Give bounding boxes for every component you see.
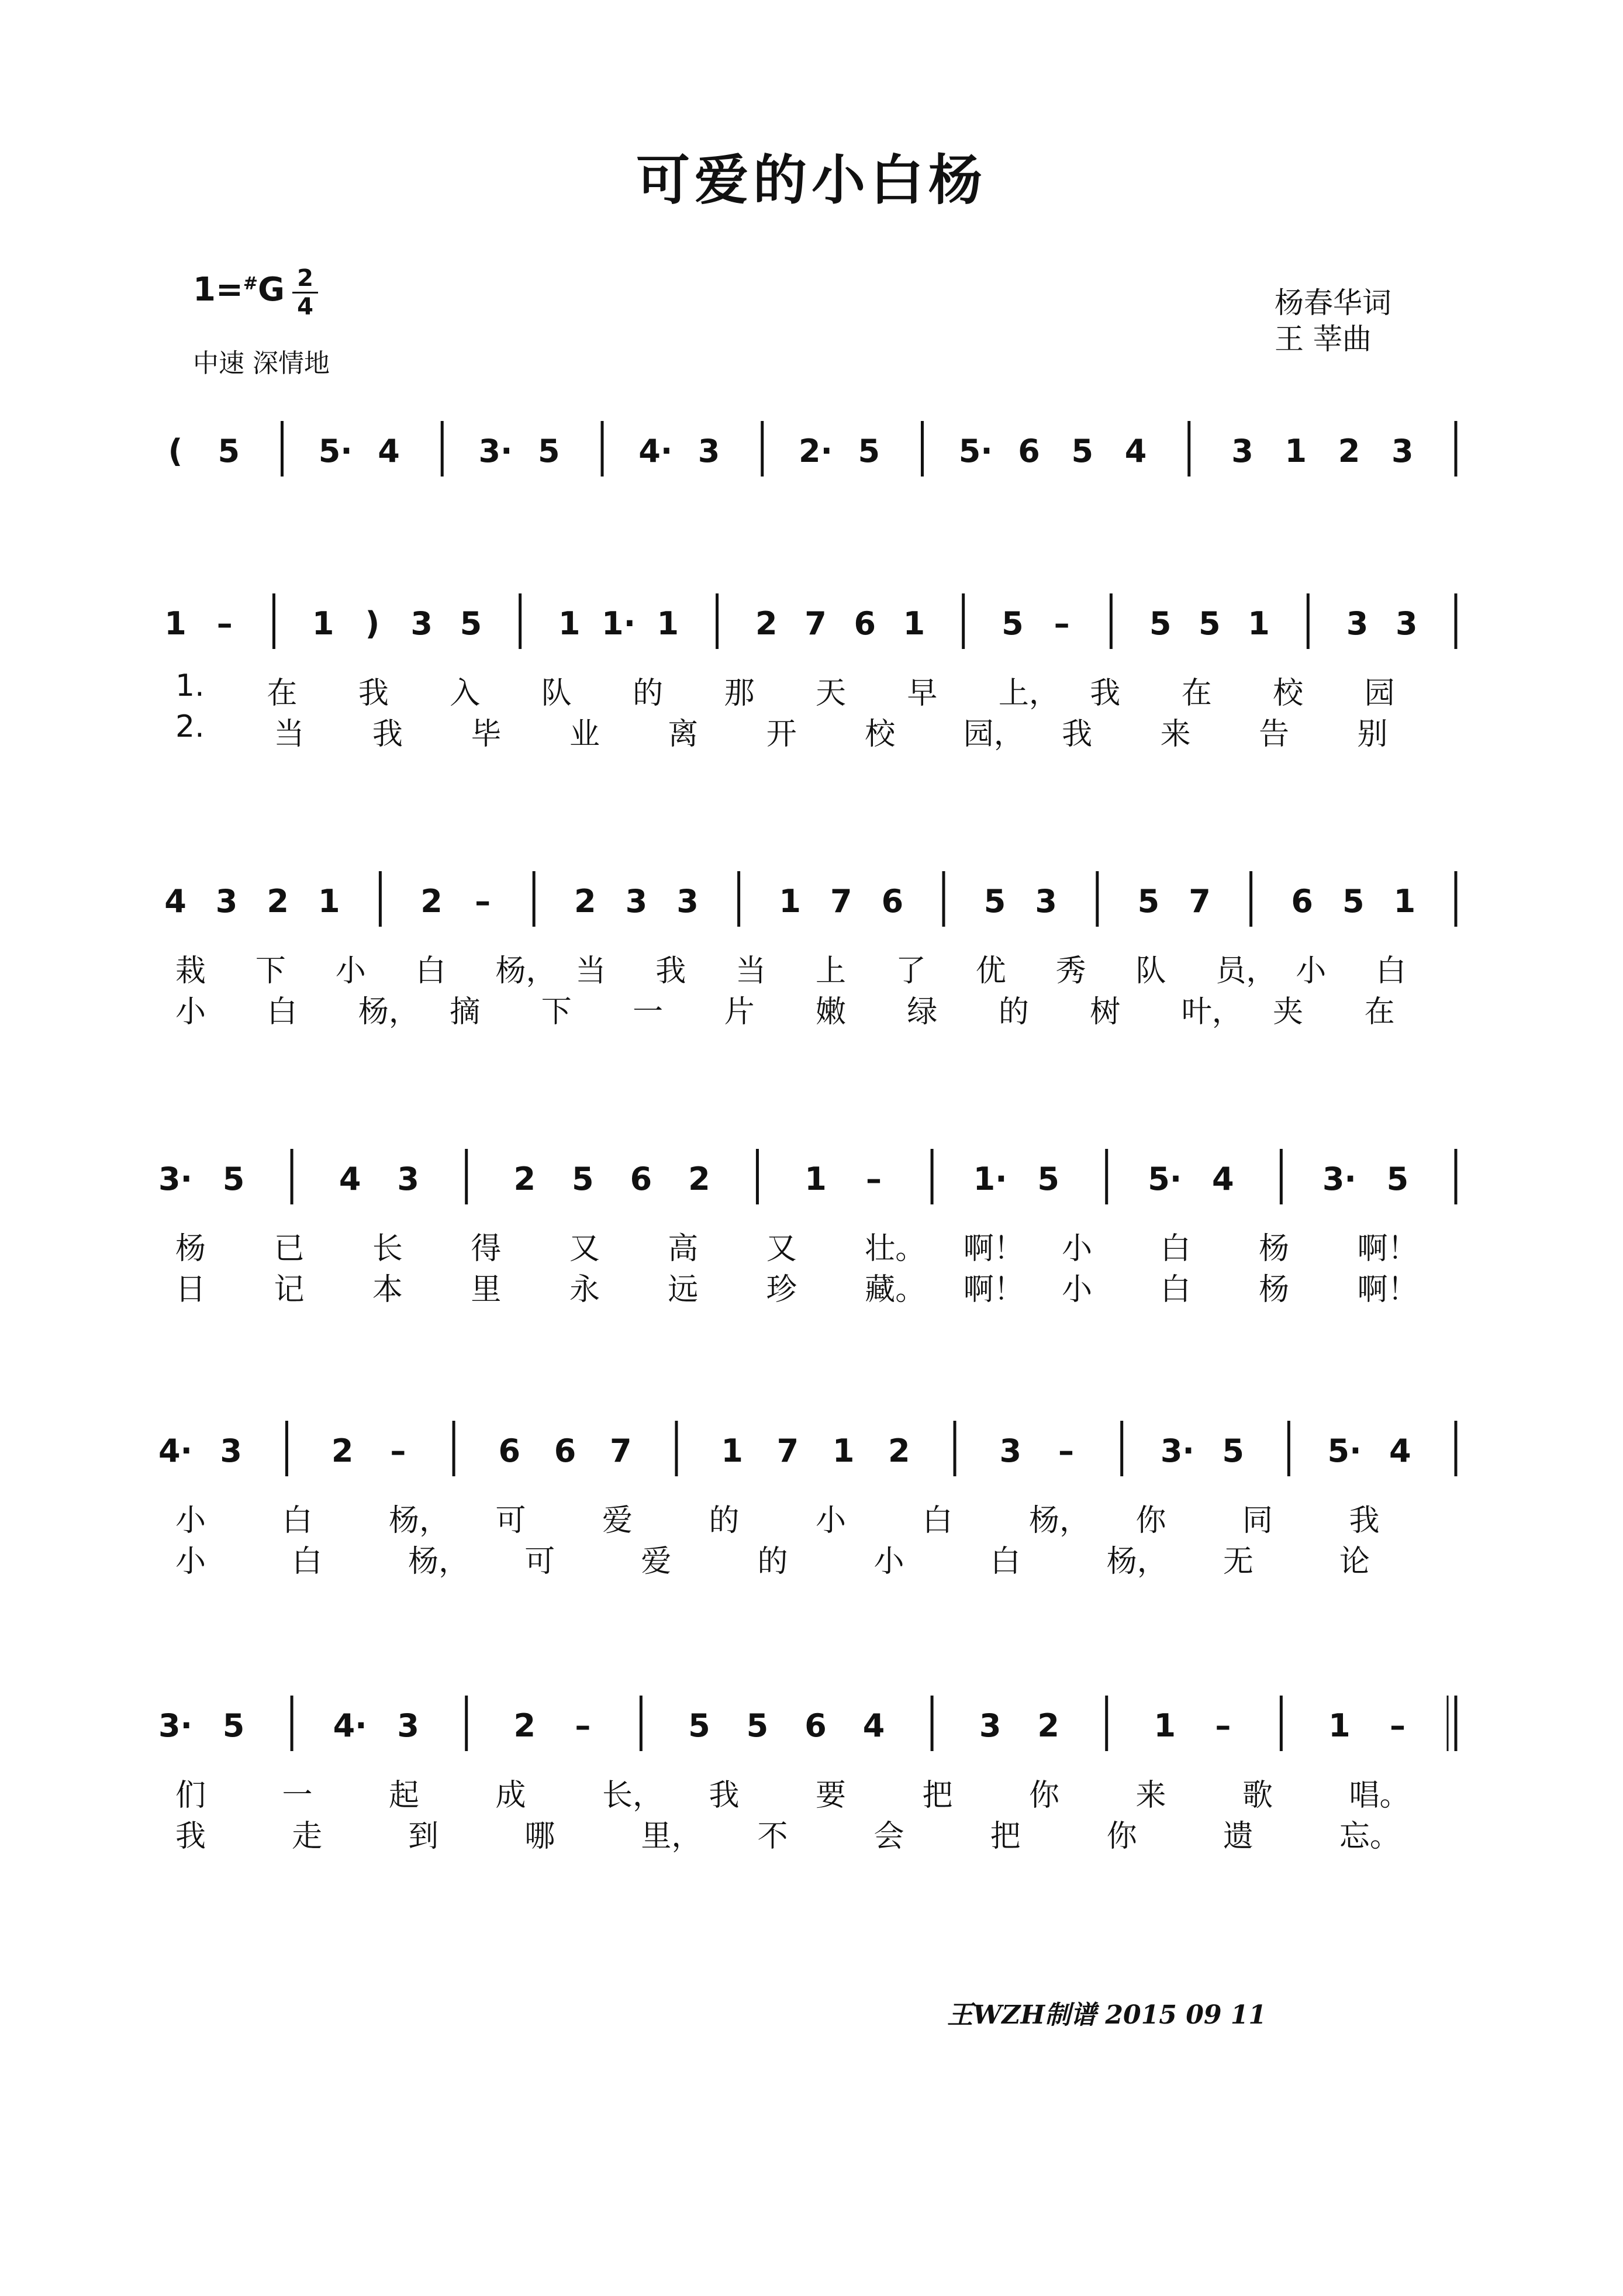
note: 5 <box>1071 433 1094 469</box>
lyric-verse-1: 那 <box>724 676 755 711</box>
note: 4 <box>339 1161 361 1197</box>
note: 4 <box>378 433 400 469</box>
note: 2 <box>755 605 778 642</box>
note: 2 <box>688 1161 710 1197</box>
note: 1 <box>721 1432 743 1469</box>
lyric-verse-2: 我 <box>175 1819 206 1854</box>
lyric-verse-1: 长 <box>372 1231 403 1266</box>
note: 4 <box>862 1707 885 1744</box>
lyric-verse-2: 别 <box>1357 717 1388 752</box>
note: 5 <box>1002 605 1024 642</box>
note: 5 <box>858 433 880 469</box>
lyric-verse-1: 我 <box>358 676 389 711</box>
note: 5 <box>222 1161 245 1197</box>
composer-credit: 王 莘曲 <box>1275 322 1372 356</box>
note: 5 <box>537 433 560 469</box>
lyric-verse-1: 了 <box>895 954 926 989</box>
lyric-verse-2: 嫩 <box>816 995 847 1030</box>
lyric-verse-2: 我 <box>372 717 403 752</box>
note: 1 <box>558 605 581 642</box>
lyric-verse-1: 得 <box>471 1231 502 1266</box>
note: 1 <box>312 605 334 642</box>
lyric-verse-1: 1. <box>175 668 205 703</box>
note: 5· <box>1327 1432 1362 1469</box>
lyric-verse-1: 爱 <box>602 1503 633 1538</box>
note: 3 <box>1035 883 1057 920</box>
lyric-verse-2: 白 <box>292 1544 323 1579</box>
lyric-verse-1: 又 <box>569 1231 600 1266</box>
lyric-verse-1: 已 <box>274 1231 305 1266</box>
note: 6 <box>1018 433 1040 469</box>
lyric-verse-2: 本 <box>372 1272 403 1307</box>
note: 1 <box>164 605 187 642</box>
lyric-verse-1: 我 <box>709 1778 740 1813</box>
note: 2 <box>513 1161 536 1197</box>
lyric-verse-2: 2. <box>175 709 205 744</box>
note: – <box>1215 1707 1231 1744</box>
note: 5 <box>688 1707 710 1744</box>
lyric-verse-2: 杨 <box>1259 1272 1290 1307</box>
note: – <box>1058 1432 1074 1469</box>
note: 1 <box>318 883 340 920</box>
time-bottom: 4 <box>297 294 313 320</box>
lyric-verse-1: 园 <box>1364 676 1395 711</box>
note: 5· <box>318 433 353 469</box>
note: 3· <box>158 1707 193 1744</box>
lyric-verse-1: 在 <box>267 676 298 711</box>
note: 1· <box>602 605 636 642</box>
lyric-verse-1: 壮。 <box>865 1231 926 1266</box>
lyric-verse-1: 白 <box>1376 954 1407 989</box>
lyric-verse-2: 的 <box>998 995 1029 1030</box>
lyric-verse-2: 片 <box>724 995 755 1030</box>
note: 1 <box>1393 883 1416 920</box>
note: 5 <box>1199 605 1221 642</box>
lyric-verse-1: 又 <box>766 1231 797 1266</box>
sharp-sign: # <box>243 273 258 294</box>
note: 5 <box>217 433 240 469</box>
note: 3 <box>979 1707 1002 1744</box>
lyric-verse-1: 校 <box>1273 676 1304 711</box>
lyric-verse-2: 会 <box>873 1819 904 1854</box>
lyric-verse-2: 树 <box>1090 995 1121 1030</box>
lyric-verse-1: 在 <box>1181 676 1212 711</box>
lyric-verse-2: 日 <box>175 1272 206 1307</box>
note: 5· <box>1148 1161 1182 1197</box>
lyric-verse-2: 我 <box>1062 717 1093 752</box>
note: 7 <box>776 1432 799 1469</box>
lyric-verse-2: 小 <box>873 1544 904 1579</box>
lyric-verse-1: 们 <box>175 1778 206 1813</box>
note: 7 <box>830 883 852 920</box>
note: 5 <box>983 883 1006 920</box>
note: – <box>1054 605 1070 642</box>
lyric-verse-2: 园， <box>963 717 1024 752</box>
lyric-verse-2: 叶， <box>1181 995 1242 1030</box>
lyric-verse-2: 啊！ <box>1357 1272 1418 1307</box>
lyric-verse-2: 记 <box>274 1272 305 1307</box>
note: 3· <box>158 1161 193 1197</box>
note: 2 <box>331 1432 354 1469</box>
lyric-verse-2: 不 <box>757 1819 788 1854</box>
lyric-verse-2: 里 <box>471 1272 502 1307</box>
lyric-verse-1: 把 <box>922 1778 953 1813</box>
lyric-verse-1: 起 <box>389 1778 420 1813</box>
note: 7 <box>804 605 827 642</box>
note: – <box>866 1161 882 1197</box>
note: 7 <box>1189 883 1211 920</box>
note: 4 <box>1389 1432 1411 1469</box>
note: 5 <box>1222 1432 1244 1469</box>
lyric-verse-1: 秀 <box>1055 954 1086 989</box>
note: 4 <box>1124 433 1147 469</box>
note: 2 <box>513 1707 536 1744</box>
lyric-verse-2: 当 <box>274 717 305 752</box>
lyric-verse-1: 杨， <box>1029 1503 1090 1538</box>
note: 1 <box>1248 605 1270 642</box>
note: 5· <box>958 433 993 469</box>
lyric-verse-2: 杨， <box>358 995 419 1030</box>
lyric-verse-2: 永 <box>569 1272 600 1307</box>
time-top: 2 <box>297 265 313 292</box>
lyric-verse-1: 的 <box>633 676 664 711</box>
lyric-verse-1: 小 <box>816 1503 847 1538</box>
lyric-verse-1: 歌 <box>1242 1778 1273 1813</box>
lyric-verse-1: 杨 <box>1259 1231 1290 1266</box>
lyric-verse-2: 白 <box>267 995 298 1030</box>
lyric-verse-2: 白 <box>1160 1272 1191 1307</box>
lyric-verse-2: 爱 <box>641 1544 672 1579</box>
note: 5 <box>1386 1161 1409 1197</box>
lyric-verse-1: 小 <box>1062 1231 1093 1266</box>
lyric-verse-1: 我 <box>1349 1503 1380 1538</box>
note: 6 <box>554 1432 576 1469</box>
note: 1 <box>657 605 679 642</box>
lyricist-credit: 杨春华词 <box>1275 286 1391 320</box>
note: 6 <box>804 1707 827 1744</box>
lyric-verse-2: 珍 <box>766 1272 797 1307</box>
note: 4 <box>164 883 187 920</box>
lyric-verse-1: 长， <box>602 1778 664 1813</box>
lyric-verse-2: 夹 <box>1273 995 1304 1030</box>
lyric-verse-1: 白 <box>922 1503 953 1538</box>
lyric-verse-1: 一 <box>282 1778 313 1813</box>
lyric-verse-2: 的 <box>757 1544 788 1579</box>
note: 3 <box>1346 605 1369 642</box>
lyric-verse-1: 啊！ <box>1357 1231 1418 1266</box>
note: 2 <box>267 883 289 920</box>
note: 4· <box>158 1432 193 1469</box>
note: 3 <box>215 883 238 920</box>
note: 3 <box>625 883 648 920</box>
lyric-verse-2: 下 <box>541 995 572 1030</box>
note: 3 <box>410 605 433 642</box>
lyric-verse-1: 入 <box>450 676 481 711</box>
lyric-verse-1: 我 <box>1090 676 1121 711</box>
note: 1 <box>1284 433 1307 469</box>
note: 3· <box>1322 1161 1356 1197</box>
note: 2 <box>888 1432 910 1469</box>
lyric-verse-2: 绿 <box>907 995 938 1030</box>
lyric-verse-2: 小 <box>1062 1272 1093 1307</box>
lyric-verse-2: 忘。 <box>1339 1819 1400 1854</box>
lyric-verse-1: 队 <box>541 676 572 711</box>
lyric-verse-2: 藏。 <box>865 1272 926 1307</box>
note: 2 <box>1037 1707 1059 1744</box>
note: 4· <box>333 1707 367 1744</box>
lyric-verse-1: 要 <box>816 1778 847 1813</box>
note: 4 <box>1212 1161 1234 1197</box>
note: 6 <box>498 1432 521 1469</box>
note: 4· <box>638 433 673 469</box>
note: 3 <box>397 1707 419 1744</box>
lyric-verse-2: 你 <box>1106 1819 1137 1854</box>
lyric-verse-2: 到 <box>408 1819 439 1854</box>
note: 5 <box>1037 1161 1059 1197</box>
note: – <box>216 605 233 642</box>
lyric-verse-2: 杨， <box>408 1544 469 1579</box>
lyric-verse-1: 栽 <box>175 954 206 989</box>
note: 3 <box>1395 605 1418 642</box>
note: 3· <box>478 433 513 469</box>
lyric-verse-2: 啊！ <box>963 1272 1024 1307</box>
lyric-verse-2: 在 <box>1364 995 1395 1030</box>
note: 5 <box>746 1707 769 1744</box>
lyric-verse-1: 杨， <box>495 954 557 989</box>
lyric-verse-1: 我 <box>655 954 686 989</box>
lyric-verse-2: 把 <box>990 1819 1021 1854</box>
lyric-verse-2: 走 <box>292 1819 323 1854</box>
note: 5 <box>222 1707 245 1744</box>
key-prefix: 1= <box>193 271 243 309</box>
lyric-verse-1: 唱。 <box>1349 1778 1410 1813</box>
note: 1 <box>804 1161 827 1197</box>
lyric-verse-2: 白 <box>990 1544 1021 1579</box>
lyric-verse-1: 优 <box>975 954 1006 989</box>
note: 2· <box>798 433 833 469</box>
lyric-verse-2: 离 <box>668 717 699 752</box>
note: 3 <box>1231 433 1253 469</box>
lyric-verse-1: 可 <box>495 1503 526 1538</box>
lyric-verse-1: 杨 <box>175 1231 206 1266</box>
song-title: 可爱的小白杨 <box>636 149 987 212</box>
lyric-verse-1: 队 <box>1135 954 1166 989</box>
note: 6 <box>1291 883 1313 920</box>
lyric-verse-1: 白 <box>282 1503 313 1538</box>
lyric-verse-1: 白 <box>1160 1231 1191 1266</box>
note: – <box>1389 1707 1406 1744</box>
lyric-verse-1: 白 <box>415 954 446 989</box>
note: – <box>575 1707 591 1744</box>
note: 7 <box>609 1432 632 1469</box>
note: 1 <box>1154 1707 1176 1744</box>
lyric-verse-2: 告 <box>1259 717 1290 752</box>
lyric-verse-2: 杨， <box>1106 1544 1168 1579</box>
note: 1 <box>779 883 801 920</box>
note: 6 <box>630 1161 652 1197</box>
lyric-verse-2: 小 <box>175 995 206 1030</box>
lyric-verse-1: 早 <box>907 676 938 711</box>
lyric-verse-2: 可 <box>524 1544 555 1579</box>
lyric-verse-1: 员， <box>1215 954 1277 989</box>
lyric-verse-1: 同 <box>1242 1503 1273 1538</box>
lyric-verse-2: 无 <box>1223 1544 1253 1579</box>
lyric-verse-2: 来 <box>1160 717 1191 752</box>
lyric-verse-1: 下 <box>255 954 286 989</box>
note: – <box>390 1432 406 1469</box>
lyric-verse-1: 杨， <box>389 1503 450 1538</box>
lyric-verse-1: 小 <box>335 954 366 989</box>
lyric-verse-2: 小 <box>175 1544 206 1579</box>
lyric-verse-2: 哪 <box>524 1819 555 1854</box>
note: – <box>475 883 491 920</box>
note: 5 <box>1137 883 1160 920</box>
note: 1 <box>903 605 926 642</box>
note: ) <box>365 605 380 642</box>
note: 3 <box>220 1432 243 1469</box>
lyric-verse-2: 开 <box>766 717 797 752</box>
lyric-verse-1: 啊！ <box>963 1231 1024 1266</box>
lyric-verse-1: 你 <box>1029 1778 1060 1813</box>
note: 3· <box>1160 1432 1194 1469</box>
note: 5 <box>460 605 482 642</box>
lyric-verse-2: 毕 <box>471 717 502 752</box>
lyric-verse-2: 摘 <box>450 995 481 1030</box>
note: ( <box>168 433 183 469</box>
note: 2 <box>420 883 443 920</box>
lyric-verse-1: 你 <box>1135 1503 1166 1538</box>
lyric-verse-1: 来 <box>1135 1778 1166 1813</box>
note: 3 <box>397 1161 419 1197</box>
lyric-verse-1: 小 <box>1296 954 1327 989</box>
note: 5 <box>1342 883 1365 920</box>
note: 3 <box>999 1432 1022 1469</box>
lyric-verse-2: 遗 <box>1223 1819 1253 1854</box>
lyric-verse-1: 上 <box>816 954 847 989</box>
lyric-verse-2: 一 <box>633 995 664 1030</box>
note: 1· <box>973 1161 1007 1197</box>
note: 1 <box>832 1432 855 1469</box>
lyric-verse-1: 天 <box>816 676 847 711</box>
lyric-verse-1: 当 <box>575 954 606 989</box>
lyric-verse-1: 的 <box>709 1503 740 1538</box>
lyric-verse-2: 论 <box>1339 1544 1370 1579</box>
note: 6 <box>854 605 876 642</box>
lyric-verse-2: 里， <box>641 1819 702 1854</box>
note: 2 <box>1338 433 1360 469</box>
note: 5 <box>572 1161 594 1197</box>
note: 1 <box>1328 1707 1351 1744</box>
arranger-footer: 王WZH制谱 2015 09 11 <box>947 2000 1266 2030</box>
lyric-verse-1: 上， <box>998 676 1059 711</box>
tempo-marking: 中速 深情地 <box>193 348 330 378</box>
note: 2 <box>574 883 596 920</box>
note: 3 <box>697 433 720 469</box>
lyric-verse-1: 成 <box>495 1778 526 1813</box>
lyric-verse-1: 小 <box>175 1503 206 1538</box>
lyric-verse-2: 校 <box>865 717 896 752</box>
key-note: G <box>258 271 285 309</box>
lyric-verse-1: 当 <box>735 954 766 989</box>
note: 5 <box>1149 605 1172 642</box>
note: 3 <box>1391 433 1414 469</box>
lyric-verse-2: 远 <box>668 1272 699 1307</box>
note: 3 <box>676 883 699 920</box>
lyric-verse-1: 高 <box>668 1231 699 1266</box>
lyric-verse-2: 业 <box>569 717 600 752</box>
note: 6 <box>881 883 904 920</box>
